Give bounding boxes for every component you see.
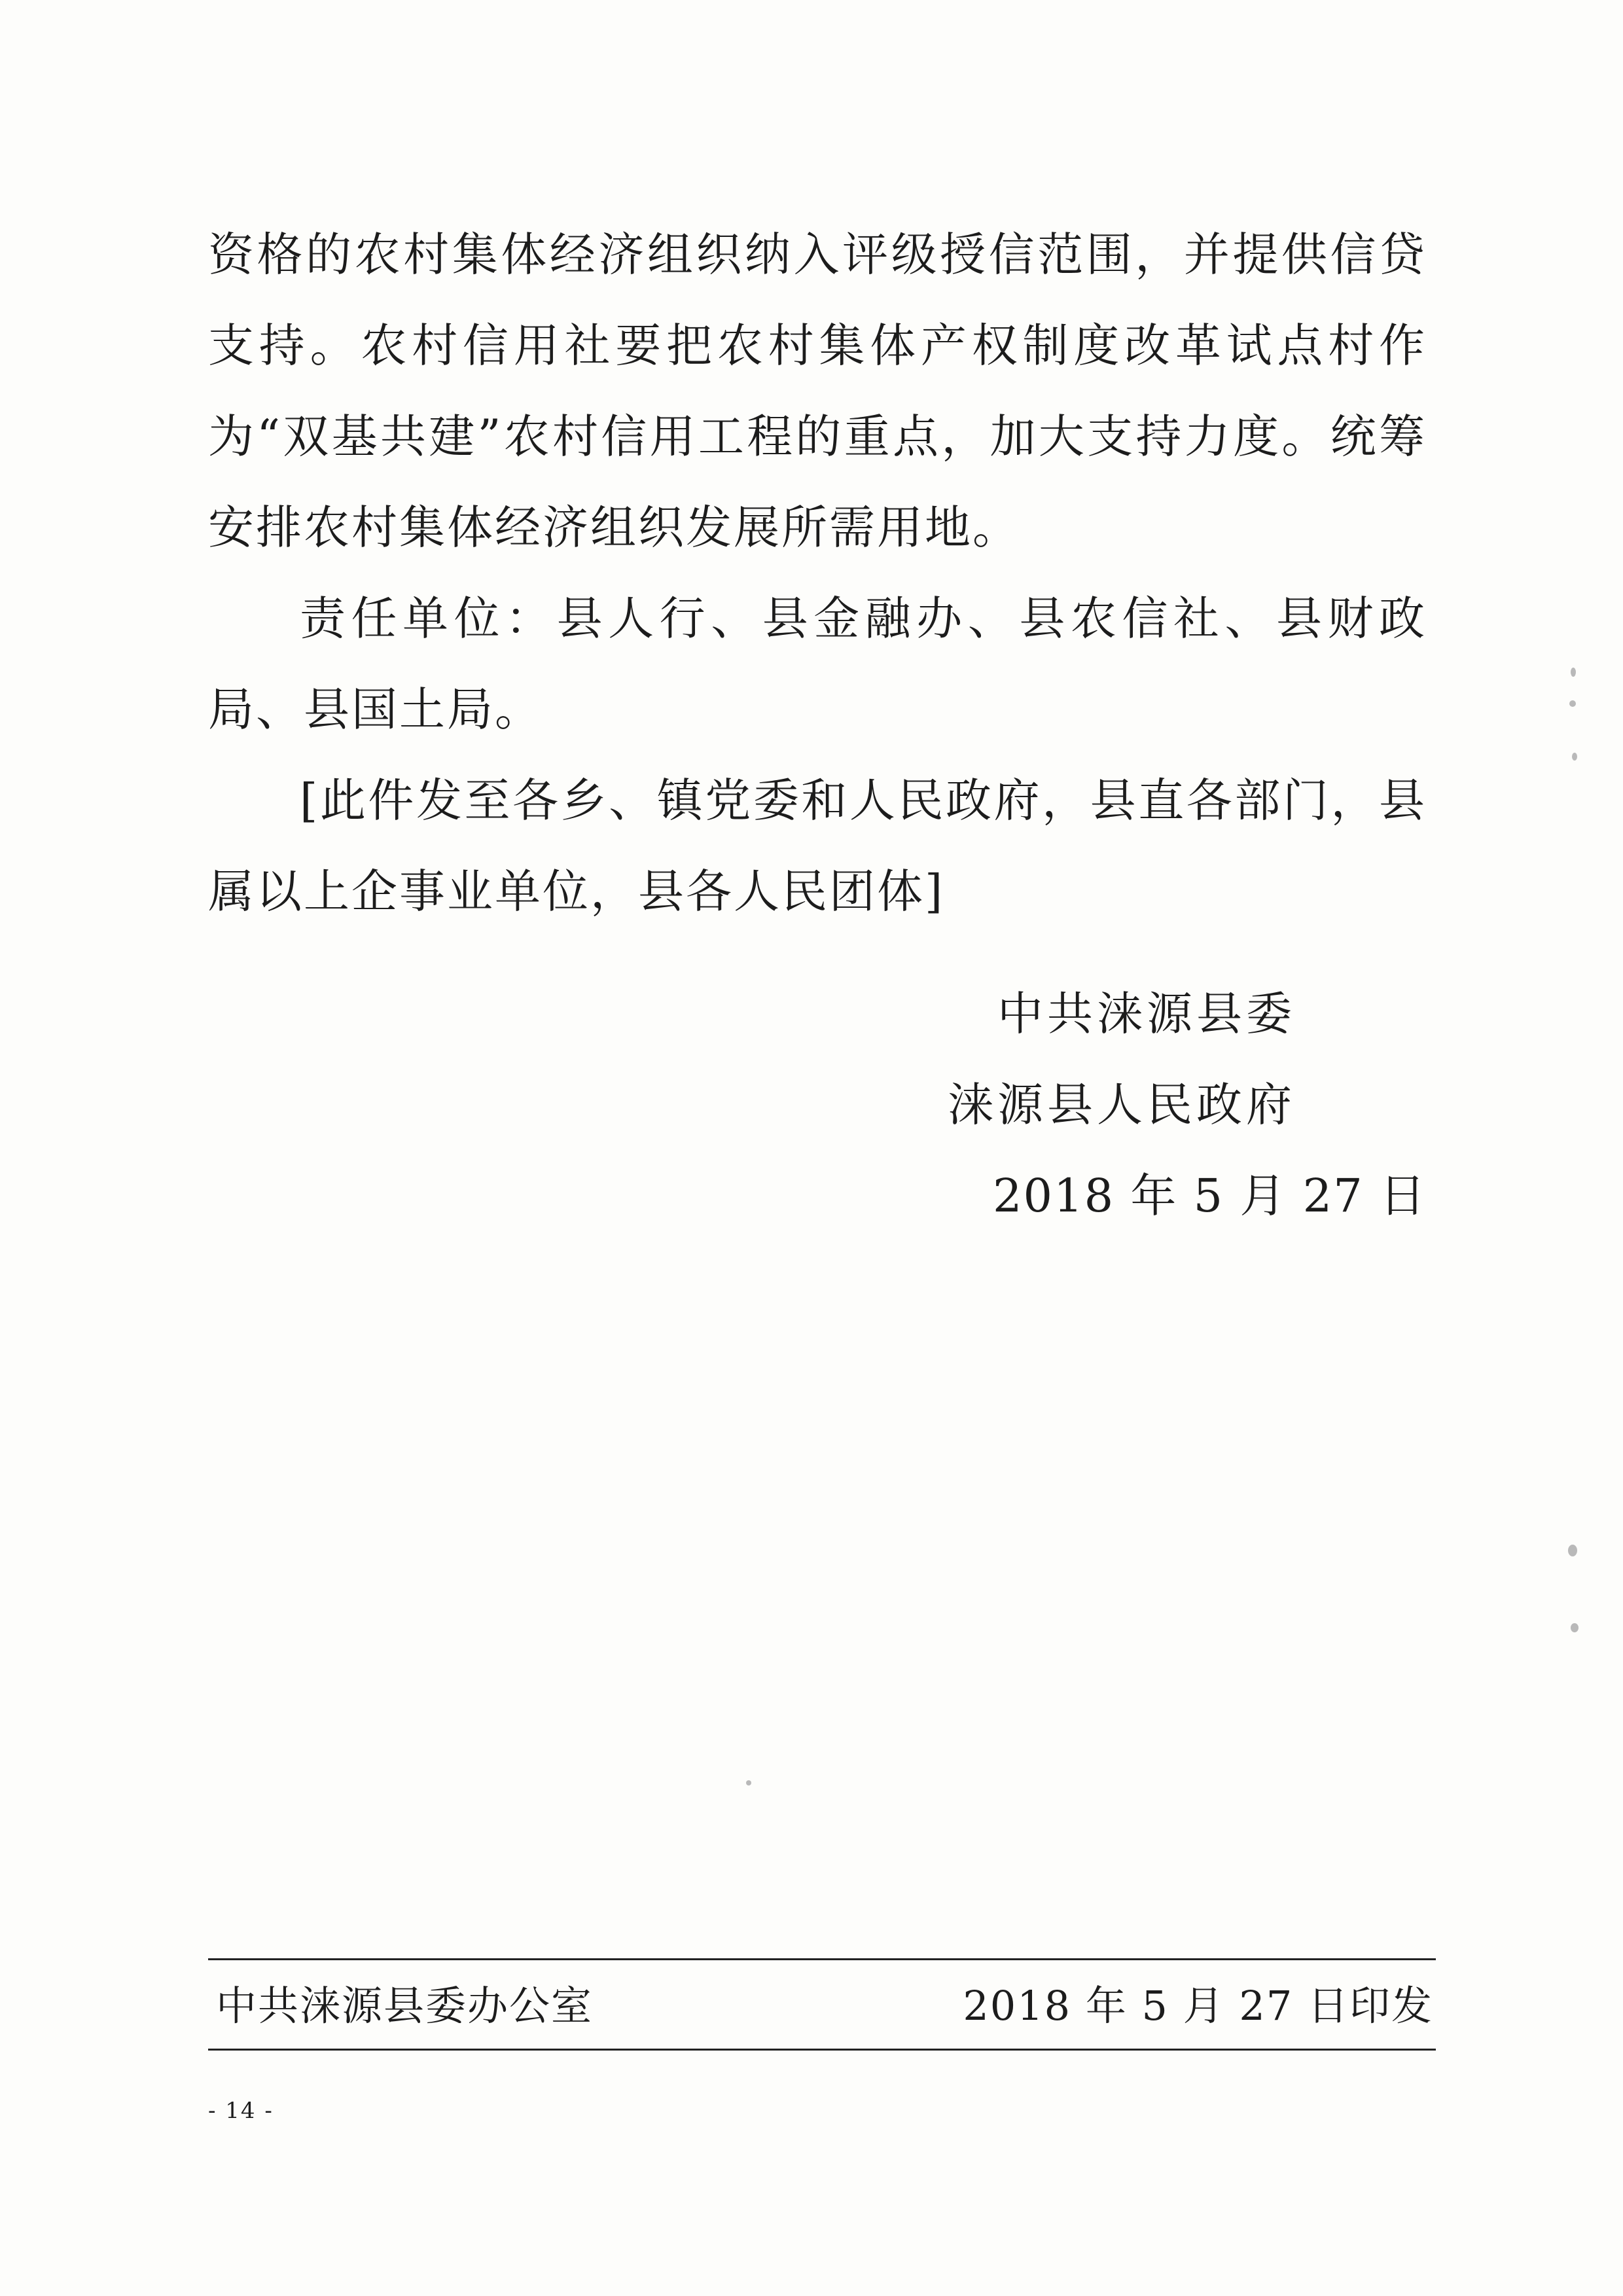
- paragraph-distribution-note: [此件发至各乡、镇党委和人民政府，县直各部门，县属以上企事业单位，县各人民团体]: [208, 774, 1427, 918]
- document-body: [208, 209, 1427, 937]
- signature-block: [948, 969, 1427, 1242]
- issuance-footer: [208, 1970, 1436, 2042]
- signature-party-committee: 中共涞源县委: [997, 987, 1296, 1041]
- scan-speck: [1571, 668, 1576, 677]
- signature-county-government: 涞源县人民政府: [948, 1078, 1296, 1132]
- footer-rule-top: [208, 1958, 1436, 1960]
- footer-issue-date: 2018 年 5 月 27 日印发: [963, 1982, 1433, 2030]
- paragraph-responsible-units: 责任单位：县人行、县金融办、县农信社、县财政局、县国土局。: [208, 592, 1427, 736]
- scan-speck: [1571, 1623, 1578, 1632]
- footer-rule-bottom: [208, 2049, 1436, 2051]
- scan-speck: [1569, 700, 1576, 707]
- scan-speck: [1568, 1545, 1577, 1556]
- scan-speck: [1572, 753, 1577, 761]
- page-number: - 14 -: [208, 2098, 274, 2124]
- paragraph-credit-support: 资格的农村集体经济组织纳入评级授信范围，并提供信贷支持。农村信用社要把农村集体产权制度改革试点村作为“双基共建”农村信用工程的重点，加大支持力度。统筹安排农村集体经济组织发展所需用地。: [208, 228, 1427, 554]
- scan-speck: [746, 1780, 751, 1785]
- signature-date: 2018 年 5 月 27 日: [992, 1169, 1427, 1223]
- footer-issuer: 中共涞源县委办公室: [216, 1982, 594, 2030]
